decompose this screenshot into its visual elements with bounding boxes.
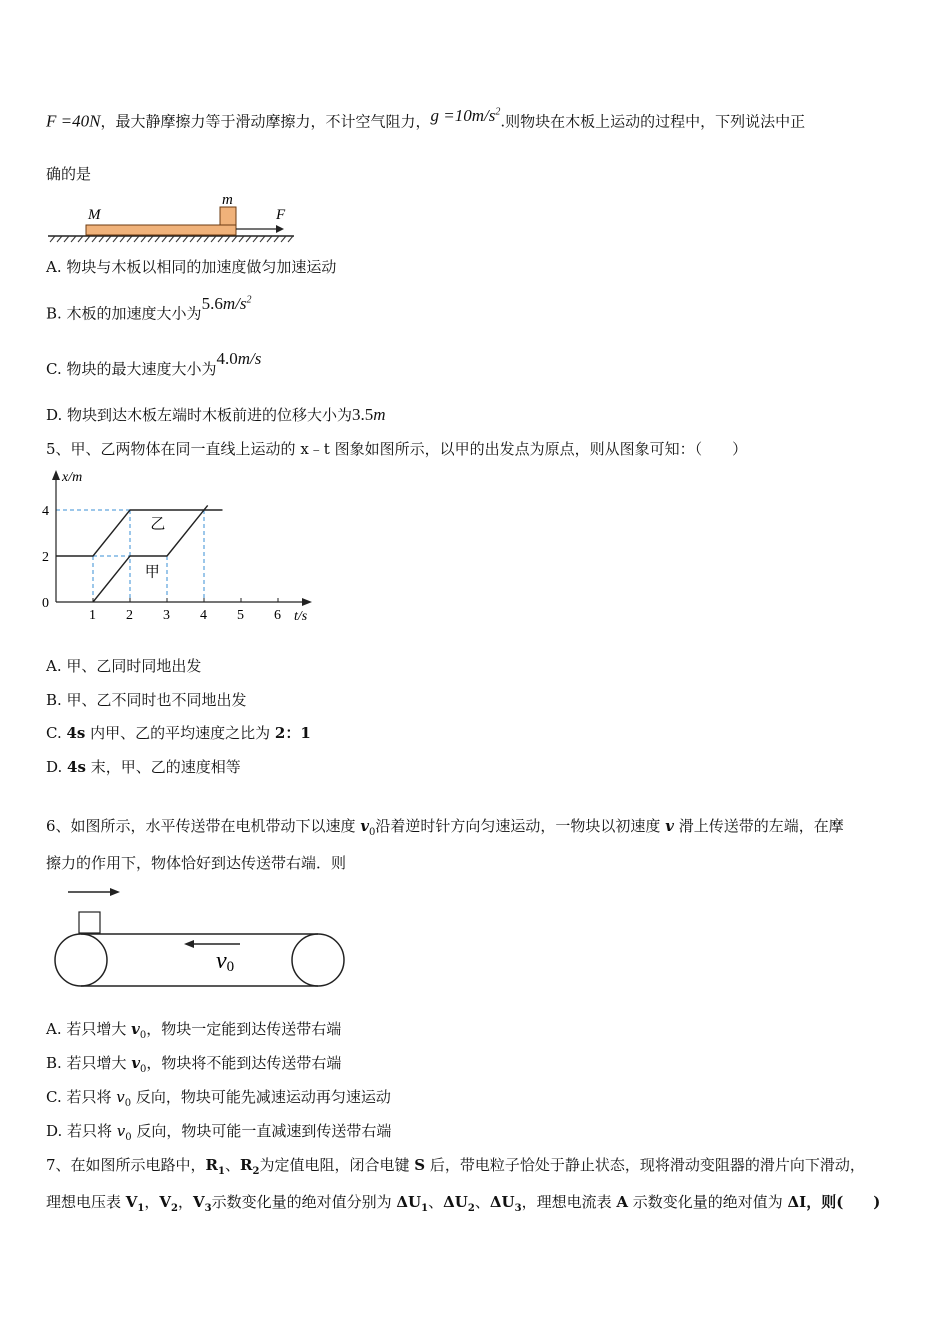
q5-option-c: C. 4s 内甲、乙的平均速度之比为 2：1 [46,724,311,742]
hatch-mark [113,236,118,242]
label-F: F [276,207,286,223]
q4-intro-line2: 确的是 [46,165,92,183]
hatch-mark [50,236,55,242]
q4-intro-line1: F =40N，最大静摩擦力等于滑动摩擦力，不计空气阻力，$g =10m/s^2$.则物块在木板上运动的过程中，下列说法中正 [46,105,806,131]
hatch-mark [260,236,265,242]
q4-option-a: A. 物块与木板以相同的加速度做匀加速运动 [46,258,337,276]
q4-figure [44,194,304,244]
q6-stem-line1: 6、如图所示，水平传送带在电机带动下以速度 $v_0$沿着逆时针方向匀速运动，一物块以初速度 v 滑上传送带的左端，在摩 [46,817,844,838]
q4-option-b: B. 木板的加速度大小为$5.6m/s^2$ [46,293,252,323]
hatch-mark [78,236,83,242]
board [86,225,236,235]
q5-option-a: A. 甲、乙同时同地出发 [46,657,202,675]
math-g: $g =10m/s^2$ [430,105,501,125]
hatch-mark [162,236,167,242]
belt-velocity-label: v0 [216,948,235,975]
series-line-yi [56,510,223,556]
hatch-mark [57,236,62,242]
hatch-mark [281,236,286,242]
y-axis-label: x/m [62,470,83,485]
hatch-mark [218,236,223,242]
y-tick-label: 2 [42,550,49,565]
hatch-mark [183,236,188,242]
label-m: m [222,194,233,208]
right-pulley [292,934,344,986]
hatch-mark [141,236,146,242]
hatch-mark [120,236,125,242]
hatch-mark [169,236,174,242]
hatch-mark [267,236,272,242]
hatch-mark [106,236,111,242]
hatch-mark [239,236,244,242]
series-label-jia: 甲 [144,564,160,581]
x-tick-label: 3 [163,608,170,623]
hatch-mark [246,236,251,242]
hatch-mark [134,236,139,242]
left-pulley [55,934,107,986]
x-axis-arrow [302,598,312,606]
q7-stem-line1: 7、在如图所示电路中，$R_1$、$R_2$为定值电阻，闭合电键 S 后，带电粒子恰处于静止状态，现将滑动变阻器的滑片向下滑动， [46,1156,865,1177]
q6-option-a: A. 若只增大 $v_0$，物块一定能到达传送带右端 [46,1020,342,1041]
hatch-mark [176,236,181,242]
x-tick-label: 5 [237,608,244,623]
hatch-mark [127,236,132,242]
block [220,207,236,225]
y-tick-label: 4 [42,504,49,519]
hatch-mark [232,236,237,242]
belt-velocity-arrowhead [184,940,194,948]
hatch-mark [71,236,76,242]
x-tick-label: 2 [126,608,133,623]
x-axis-label: t/s [294,609,308,624]
series-label-yi: 乙 [150,516,166,533]
q5-xt-graph [38,462,318,627]
block [79,912,100,933]
hatch-mark [155,236,160,242]
hatch-mark [190,236,195,242]
ground-hatching [50,236,293,242]
hatch-mark [148,236,153,242]
force-arrowhead [276,225,284,233]
hatch-mark [197,236,202,242]
hatch-mark [211,236,216,242]
hatch-mark [64,236,69,242]
y-tick-label: 0 [42,596,49,611]
q5-option-b: B. 甲、乙不同时也不同地出发 [46,691,247,709]
hatch-mark [92,236,97,242]
x-tick-label: 4 [200,608,207,623]
y-axis-arrow [52,470,60,480]
q4-option-d: D. 物块到达木板左端时木板前进的位移大小为3.5m [46,405,386,424]
q5-option-d: D. 4s 末，甲、乙的速度相等 [46,758,241,776]
label-M: M [88,207,101,223]
hatch-mark [85,236,90,242]
hatch-mark [253,236,258,242]
q6-option-d: D. 若只将 $v_0$ 反向，物块可能一直减速到传送带右端 [46,1122,392,1143]
hatch-mark [99,236,104,242]
q7-stem-line2: 理想电压表 $V_1$，$V_2$，$V_3$示数变化量的绝对值分别为 $\Delta U_1$、$\Delta U_2$、$\Delta U_3$，理想电流表 A 示数变化量的绝对值为 ΔI，则( ) [46,1193,881,1214]
q6-stem-line2: 擦力的作用下，物体恰好到达传送带右端．则 [46,854,347,872]
x-tick-label: 6 [274,608,281,623]
q4-option-c: C. 物块的最大速度大小为4.0m/s [46,349,262,378]
x-tick-label: 1 [89,608,96,623]
hatch-mark [288,236,293,242]
math-F: F =40N [46,111,101,131]
q6-conveyor-figure [50,882,360,992]
q6-option-b: B. 若只增大 $v_0$，物块将不能到达传送带右端 [46,1054,342,1075]
block-arrowhead [110,888,120,896]
hatch-mark [204,236,209,242]
q6-option-c: C. 若只将 $v_0$ 反向，物块可能先减速运动再匀速运动 [46,1088,391,1109]
hatch-mark [225,236,230,242]
q5-stem: 5、甲、乙两物体在同一直线上运动的 x﹣t 图象如图所示，以甲的出发点为原点，则从图象可知：（ ） [46,440,748,458]
hatch-mark [274,236,279,242]
